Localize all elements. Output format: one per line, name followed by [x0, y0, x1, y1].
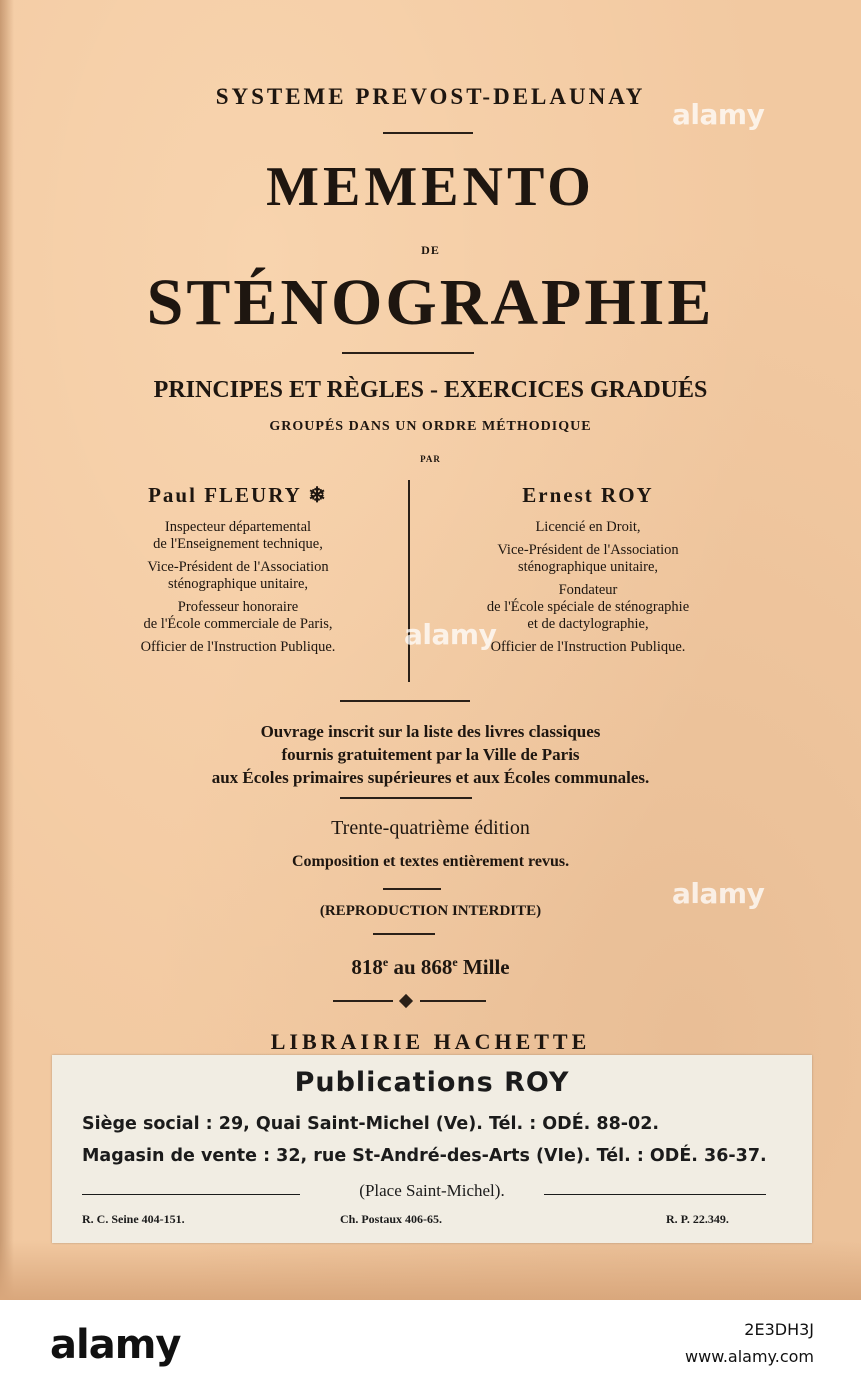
composition-note: Composition et textes entièrement revus. [291, 853, 570, 870]
series-name: SYSTEME PREVOST-DELAUNAY [215, 84, 646, 109]
divider [383, 888, 441, 890]
sticker-address-line: Magasin de vente : 32, rue St-André-des-Arts (VIe). Tél. : ODÉ. 36-37. [82, 1146, 767, 1166]
stock-image-id: 2E3DH3J [744, 1320, 814, 1339]
print-run-to: 868 [420, 955, 453, 979]
subtitle: PRINCIPES ET RÈGLES - EXERCICES GRADUÉS [153, 377, 708, 403]
publisher: LIBRAIRIE HACHETTE [270, 1029, 591, 1054]
watermark-text: alamy [672, 877, 765, 910]
title-line-2: STÉNOGRAPHIE [146, 266, 715, 339]
sticker-rule [544, 1194, 766, 1195]
title-connector: DE [421, 243, 440, 257]
author-right-role: sténographique unitaire, [517, 559, 659, 575]
ordinal-suffix: e [382, 955, 389, 969]
watermark-text: alamy [404, 618, 497, 651]
print-run-from: 818 [351, 955, 383, 979]
notice-line: fournis gratuitement par la Ville de Paris [281, 745, 580, 764]
stock-image-info [685, 1320, 814, 1366]
worn-bottom-edge [0, 1240, 861, 1300]
sticker-registration: R. C. Seine 404-151. [82, 1212, 185, 1226]
sticker-title: Publications ROY [294, 1067, 570, 1098]
author-right-role: Fondateur [558, 582, 618, 598]
watermark-text: alamy [672, 98, 765, 131]
divider [333, 1000, 393, 1002]
sticker-place: (Place Saint-Michel). [359, 1181, 505, 1200]
sticker-address-line: Siège social : 29, Quai Saint-Michel (Ve). Tél. : ODÉ. 88-02. [82, 1114, 660, 1134]
author-right-role: et de dactylographie, [527, 616, 649, 632]
author-left-role: Inspecteur départemental [164, 519, 312, 535]
divider [420, 1000, 486, 1002]
notice [0, 720, 861, 789]
by-label: PAR [420, 454, 441, 464]
author-right-role: Licencié en Droit, [535, 519, 641, 535]
print-run-end: Mille [462, 955, 510, 979]
author-right-name: Ernest ROY [522, 483, 654, 507]
divider [373, 933, 435, 935]
divider [342, 352, 474, 354]
author-left [58, 483, 418, 656]
ordinal-suffix: e [452, 955, 458, 969]
author-left-role: Vice-Président de l'Association [147, 559, 329, 575]
author-left-role: Officier de l'Instruction Publique. [140, 639, 336, 655]
notice-line: aux Écoles primaires supérieures et aux Écoles communales. [211, 768, 650, 787]
divider [340, 797, 472, 799]
divider [340, 700, 470, 702]
alamy-logo: alamy [50, 1322, 181, 1368]
author-left-role: sténographique unitaire, [167, 576, 309, 592]
subtitle-secondary: GROUPÉS DANS UN ORDRE MÉTHODIQUE [269, 419, 592, 434]
sticker-reference: R. P. 22.349. [666, 1212, 729, 1226]
title-line-1: MEMENTO [266, 156, 595, 218]
diamond-ornament-icon [399, 994, 413, 1008]
print-run-mid: au [393, 955, 416, 979]
author-left-name: Paul FLEURY ❄ [148, 483, 328, 507]
print-run [0, 955, 861, 980]
author-left-role: de l'École commerciale de Paris, [143, 616, 333, 632]
author-right-role: Vice-Président de l'Association [497, 542, 679, 558]
author-left-role: de l'Enseignement technique, [153, 536, 323, 552]
stock-url[interactable]: www.alamy.com [685, 1347, 814, 1366]
reproduction-notice: (REPRODUCTION INTERDITE) [319, 903, 542, 919]
author-right-role: Officier de l'Instruction Publique. [490, 639, 686, 655]
notice-line: Ouvrage inscrit sur la liste des livres classiques [260, 722, 601, 741]
author-left-role: Professeur honoraire [177, 599, 299, 615]
stock-footer [0, 1300, 861, 1390]
divider [383, 132, 473, 134]
publisher-label-sticker [52, 1055, 812, 1243]
author-right-role: de l'École spéciale de sténographie [486, 599, 690, 615]
sticker-postal-account: Ch. Postaux 406-65. [340, 1212, 443, 1226]
edition: Trente-quatrième édition [331, 817, 530, 839]
